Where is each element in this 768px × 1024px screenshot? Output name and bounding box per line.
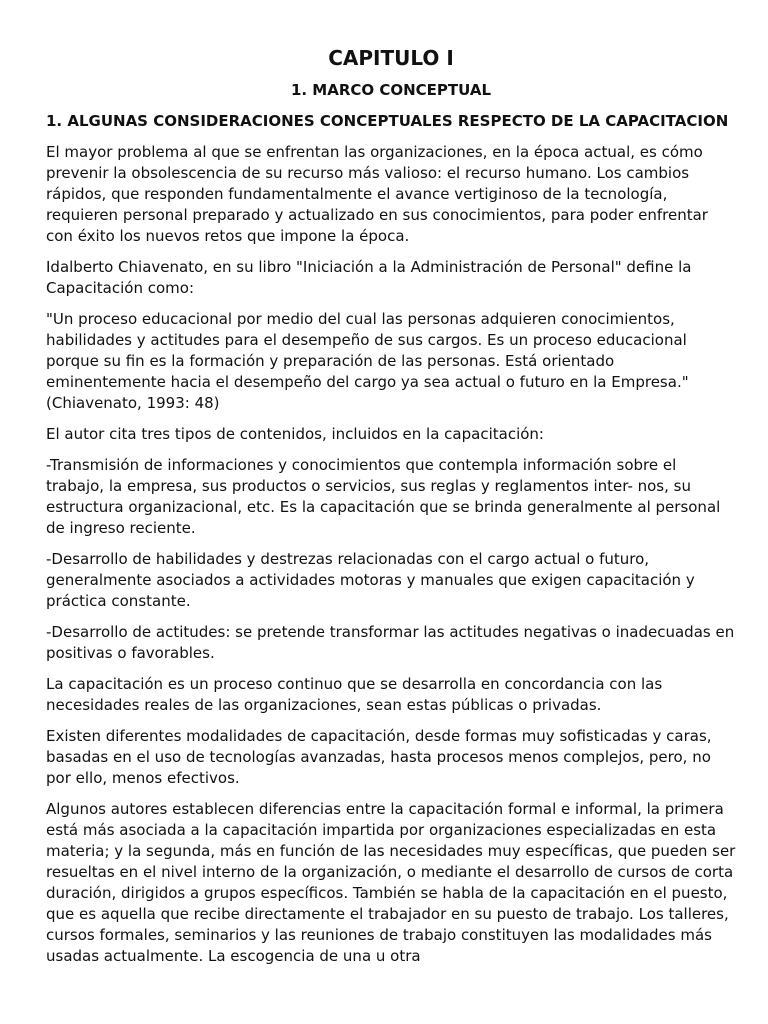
chapter-title: CAPITULO I [328, 46, 454, 70]
paragraph-definition-quote: "Un proceso educacional por medio del cual las personas adquieren conocimientos, habilidades y actitudes para el desempeño de sus cargos. Es un proceso educacional porque su fin es la formación y preparación de las personas. Está orientado eminentemente hacia el desempeño del cargo ya sea actual o futuro en la Empresa." (Chiavenato, 1993: 48) [46, 310, 689, 412]
paragraph-formal-informal: Algunos autores establecen diferencias entre la capacitación formal e informal, la primera está más asociada a la capacitación impartida por organizaciones especializadas en esta materia; y la segunda, más en función de las necesidades muy específicas, que pueden ser resueltas en el nivel interno de la organización, o mediante el desarrollo de cursos de corta duración, dirigidos a grupos específicos. También se habla de la capacitación en el puesto, que es aquella que recibe directamente el trabajador en su puesto de trabajo. Los talleres, cursos formales, seminarios y las reuniones de trabajo constituyen las modalidades más usadas actualmente. La escogencia de una u otra [46, 800, 736, 965]
paragraph-obsolescence: El mayor problema al que se enfrentan las organizaciones, en la época actual, es cómo prevenir la obsolescencia de su recurso más valioso: el recurso humano. Los cambios rápidos, que responden fundamentalmente el avance vertiginoso de la tecnología, requieren personal preparado y actualizado en sus conocimientos, para poder enfrentar con éxito los nuevos retos que impone la época. [46, 143, 708, 245]
section-title: 1. MARCO CONCEPTUAL [290, 81, 492, 99]
paragraph-continuous-process: La capacitación es un proceso continuo que se desarrolla en concordancia con las necesidades reales de las organizaciones, sean estas públicas o privadas. [46, 675, 663, 714]
paragraph-chiavenato-intro: Idalberto Chiavenato, en su libro "Iniciación a la Administración de Personal" define la Capacitación como: [46, 258, 692, 297]
subsection-title: 1. ALGUNAS CONSIDERACIONES CONCEPTUALES RESPECTO DE LA CAPACITACION [46, 112, 729, 130]
paragraph-attitudes: -Desarrollo de actitudes: se pretende transformar las actitudes negativas o inadecuadas en positivas o favorables. [46, 623, 735, 662]
document-page [46, 44, 736, 977]
paragraph-skills: -Desarrollo de habilidades y destrezas relacionadas con el cargo actual o futuro, generalmente asociados a actividades motoras y manuales que exigen capacitación y práctica constante. [46, 550, 695, 610]
paragraph-content-types: El autor cita tres tipos de contenidos, incluidos en la capacitación: [46, 425, 544, 443]
paragraph-modalities: Existen diferentes modalidades de capacitación, desde formas muy sofisticadas y caras, basadas en el uso de tecnologías avanzadas, hasta procesos menos complejos, pero, no por ello, menos efectivos. [46, 727, 712, 787]
paragraph-transmission: -Transmisión de informaciones y conocimientos que contempla información sobre el trabajo, la empresa, sus productos o servicios, sus reglas y reglamentos inter- nos, su estructura organizacional, etc. Es la capacitación que se brinda generalmente al personal de ingreso reciente. [46, 456, 721, 537]
